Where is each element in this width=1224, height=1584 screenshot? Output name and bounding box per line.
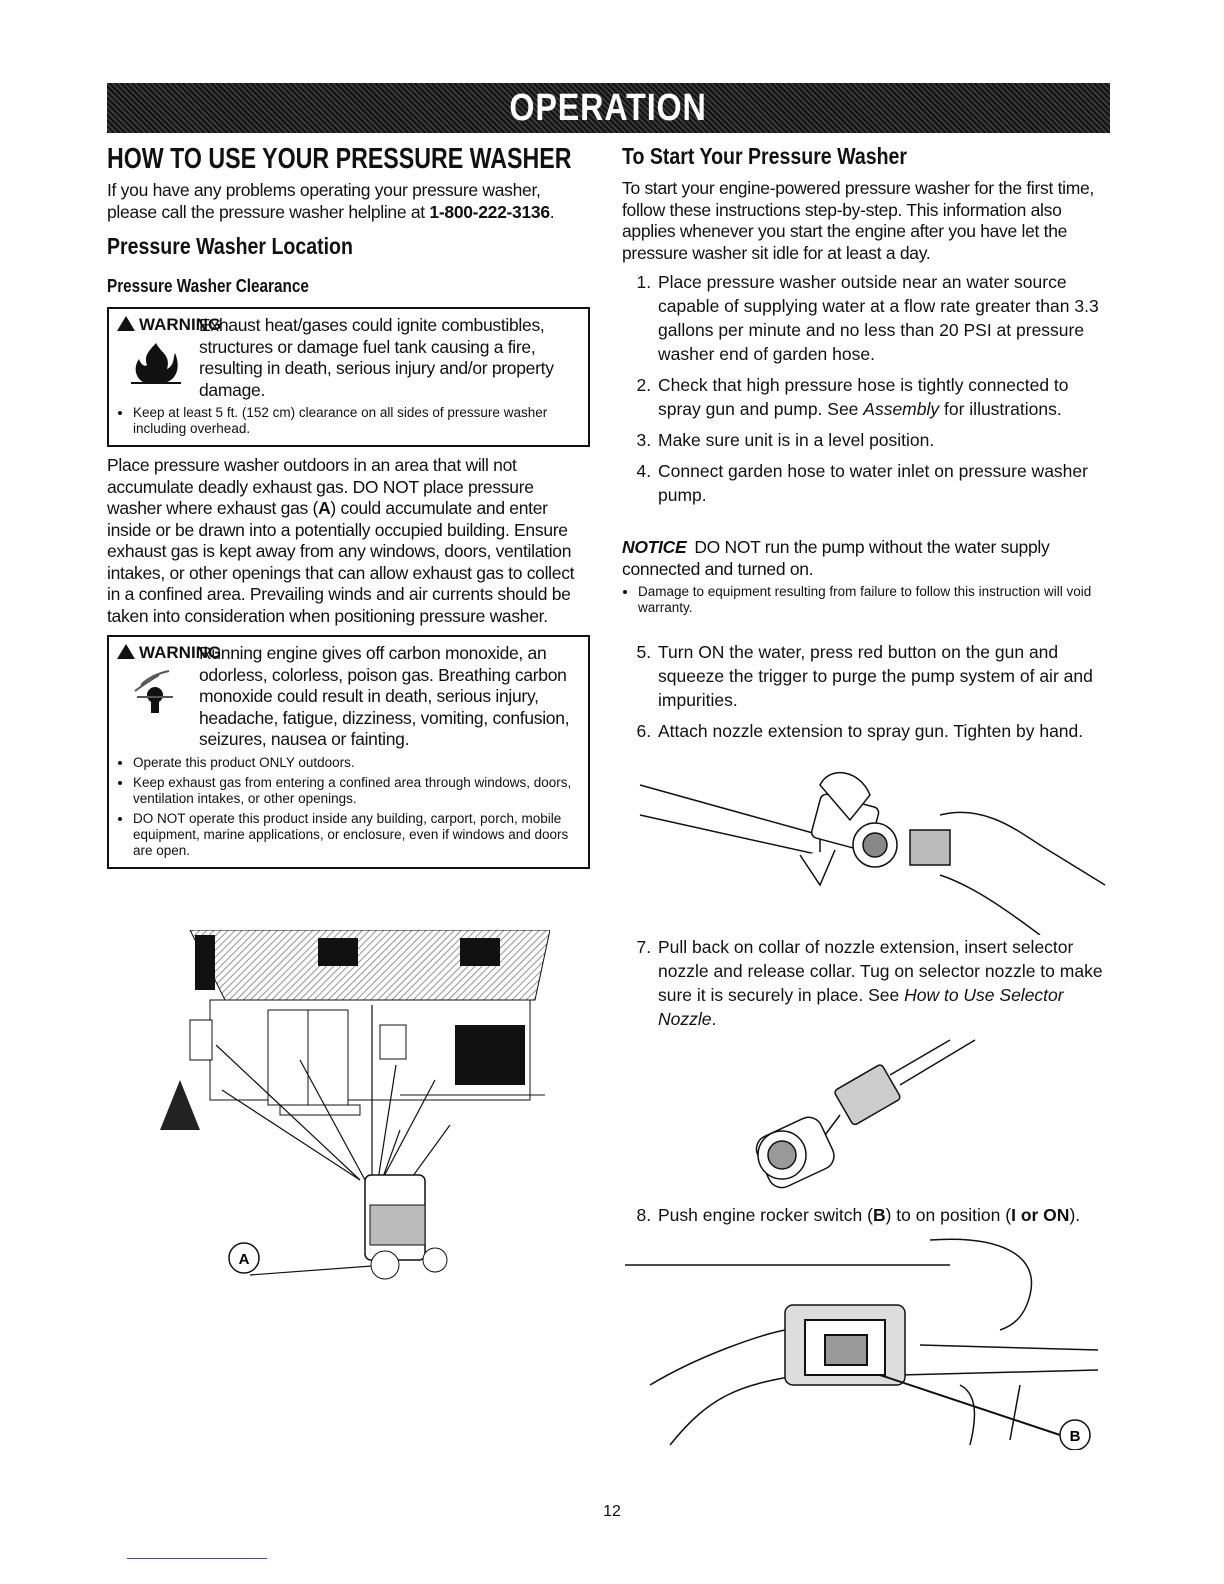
left-column	[107, 143, 590, 869]
section-banner	[107, 83, 1110, 133]
step8-block	[622, 1203, 1112, 1234]
callout-b-label: B	[1069, 1428, 1081, 1445]
start-steps-list	[622, 270, 1112, 507]
list-item: • Damage to equipment resulting from failure to follow this instruction will void warranty.	[638, 584, 1112, 616]
notice-bullets	[622, 584, 1112, 616]
page-title: HOW TO USE YOUR PRESSURE WASHER	[107, 143, 572, 175]
list-item	[656, 935, 1112, 1031]
list-item: • Operate this product ONLY outdoors.	[133, 755, 580, 771]
step7-reference: How to Use Selector Nozzle	[658, 985, 1064, 1029]
co-warning-text: Running engine gives off carbon monoxide, an odorless, colorless, poison gas. Breathing carbon monoxide could result in death, serious injury, headache, fatigue, dizziness, vomiting, confusion, seizures, nausea or fainting.	[199, 643, 570, 749]
list-item	[656, 373, 1112, 421]
step8-list	[622, 1203, 1112, 1227]
step8-marker: B	[872, 1205, 886, 1225]
helpline-end: .	[549, 201, 555, 222]
list-item: 3. Make sure unit is in a level position.	[656, 428, 1112, 452]
selector-nozzle-illustration	[740, 1035, 990, 1200]
notice-text: DO NOT run the pump without the water supply connected and turned on.	[622, 537, 1050, 579]
list-item: 4. Connect garden hose to water inlet on pressure washer pump.	[656, 459, 1112, 507]
list-item	[656, 1203, 1112, 1227]
page-number: 12	[603, 1503, 621, 1520]
warning-triangle-icon	[117, 644, 135, 659]
footer-rule	[127, 1558, 267, 1559]
step8-position: I or ON	[1011, 1205, 1070, 1225]
callout-a-label: A	[238, 1251, 250, 1268]
list-item: 1. Place pressure washer outside near an water source capable of supplying water at a flow rate greater than 3.3 gallons per minute and no less than 20 PSI at pressure washer end of garden hose.	[656, 270, 1112, 366]
step7-block	[622, 935, 1112, 1038]
co-warning-bullets	[117, 755, 580, 859]
start-heading: To Start Your Pressure Washer	[622, 143, 908, 169]
step7-text: Pull back on collar of nozzle extension, insert selector nozzle and release collar. Tug on selector nozzle to make sure it is securely in place. See	[658, 937, 1103, 1005]
step2-end: for illustrations.	[939, 399, 1062, 419]
list-item: • DO NOT operate this product inside any building, carport, porch, mobile equipment, marine applications, or enclosure, even if windows and doors are open.	[133, 811, 580, 859]
helpline-number: 1-800-222-3136	[429, 201, 550, 222]
co-warning-box	[107, 635, 590, 869]
notice-block	[622, 537, 1112, 616]
clearance-heading: Pressure Washer Clearance	[107, 276, 309, 296]
warning-label: WARNING	[139, 643, 222, 662]
warning-label: WARNING	[139, 315, 222, 334]
step7-list	[622, 935, 1112, 1031]
poison-gas-icon	[129, 667, 179, 713]
step8-end: ).	[1069, 1205, 1081, 1225]
step2-text: Check that high pressure hose is tightly connected to spray gun and pump. See	[658, 375, 1069, 419]
step8-text: Push engine rocker switch (	[658, 1205, 873, 1225]
warning-triangle-icon	[117, 316, 135, 331]
placement-marker: A	[318, 498, 331, 518]
steps-continued-list	[622, 640, 1112, 743]
fire-icon	[131, 339, 181, 385]
placement-text-2: ) could accumulate and enter inside or be drawn into a potentially occupied building. Ensure exhaust gas is kept away from any windows, doors, ventilation intakes, or other openings that can allow exhaust gas to collect in a confined area. Prevailing winds and air currents should be taken into consideration when positioning pressure washer.	[107, 498, 575, 626]
start-intro: To start your engine-powered pressure washer for the first time, follow these instructions step-by-step. This information also applies whenever you start the engine after you have let the pressure washer sit idle for at least a day.	[622, 178, 1094, 263]
list-item: • Keep at least 5 ft. (152 cm) clearance on all sides of pressure washer including overhead.	[133, 405, 580, 437]
exhaust-placement-illustration	[150, 930, 550, 1300]
placement-text-1: Place pressure washer outdoors in an area that will not accumulate deadly exhaust gas. DO NOT place pressure washer where exhaust gas (	[107, 455, 534, 518]
helpline-text: If you have any problems operating your pressure washer, please call the pressure washer helpline at	[107, 180, 541, 222]
rocker-switch-illustration	[620, 1235, 1110, 1450]
list-item: 5. Turn ON the water, press red button on the gun and squeeze the trigger to purge the pump system of air and impurities.	[656, 640, 1112, 712]
list-item: 6. Attach nozzle extension to spray gun. Tighten by hand.	[656, 719, 1112, 743]
right-column	[622, 143, 1112, 750]
step7-end: .	[711, 1009, 717, 1029]
banner-title: OPERATION	[509, 86, 708, 129]
step2-reference: Assembly	[863, 399, 940, 419]
helpline-paragraph	[107, 180, 590, 223]
notice-label: NOTICE	[622, 537, 687, 557]
nozzle-extension-illustration	[620, 745, 1110, 935]
location-heading: Pressure Washer Location	[107, 233, 353, 259]
placement-paragraph	[107, 455, 590, 627]
fire-warning-bullets	[117, 405, 580, 437]
fire-warning-text: Exhaust heat/gases could ignite combustibles, structures or damage fuel tank causing a fire, resulting in death, serious injury and/or property damage.	[199, 315, 554, 400]
step8-mid: ) to on position (	[885, 1205, 1012, 1225]
fire-warning-box	[107, 307, 590, 447]
list-item: • Keep exhaust gas from entering a confined area through windows, doors, ventilation intakes, or other openings.	[133, 775, 580, 807]
